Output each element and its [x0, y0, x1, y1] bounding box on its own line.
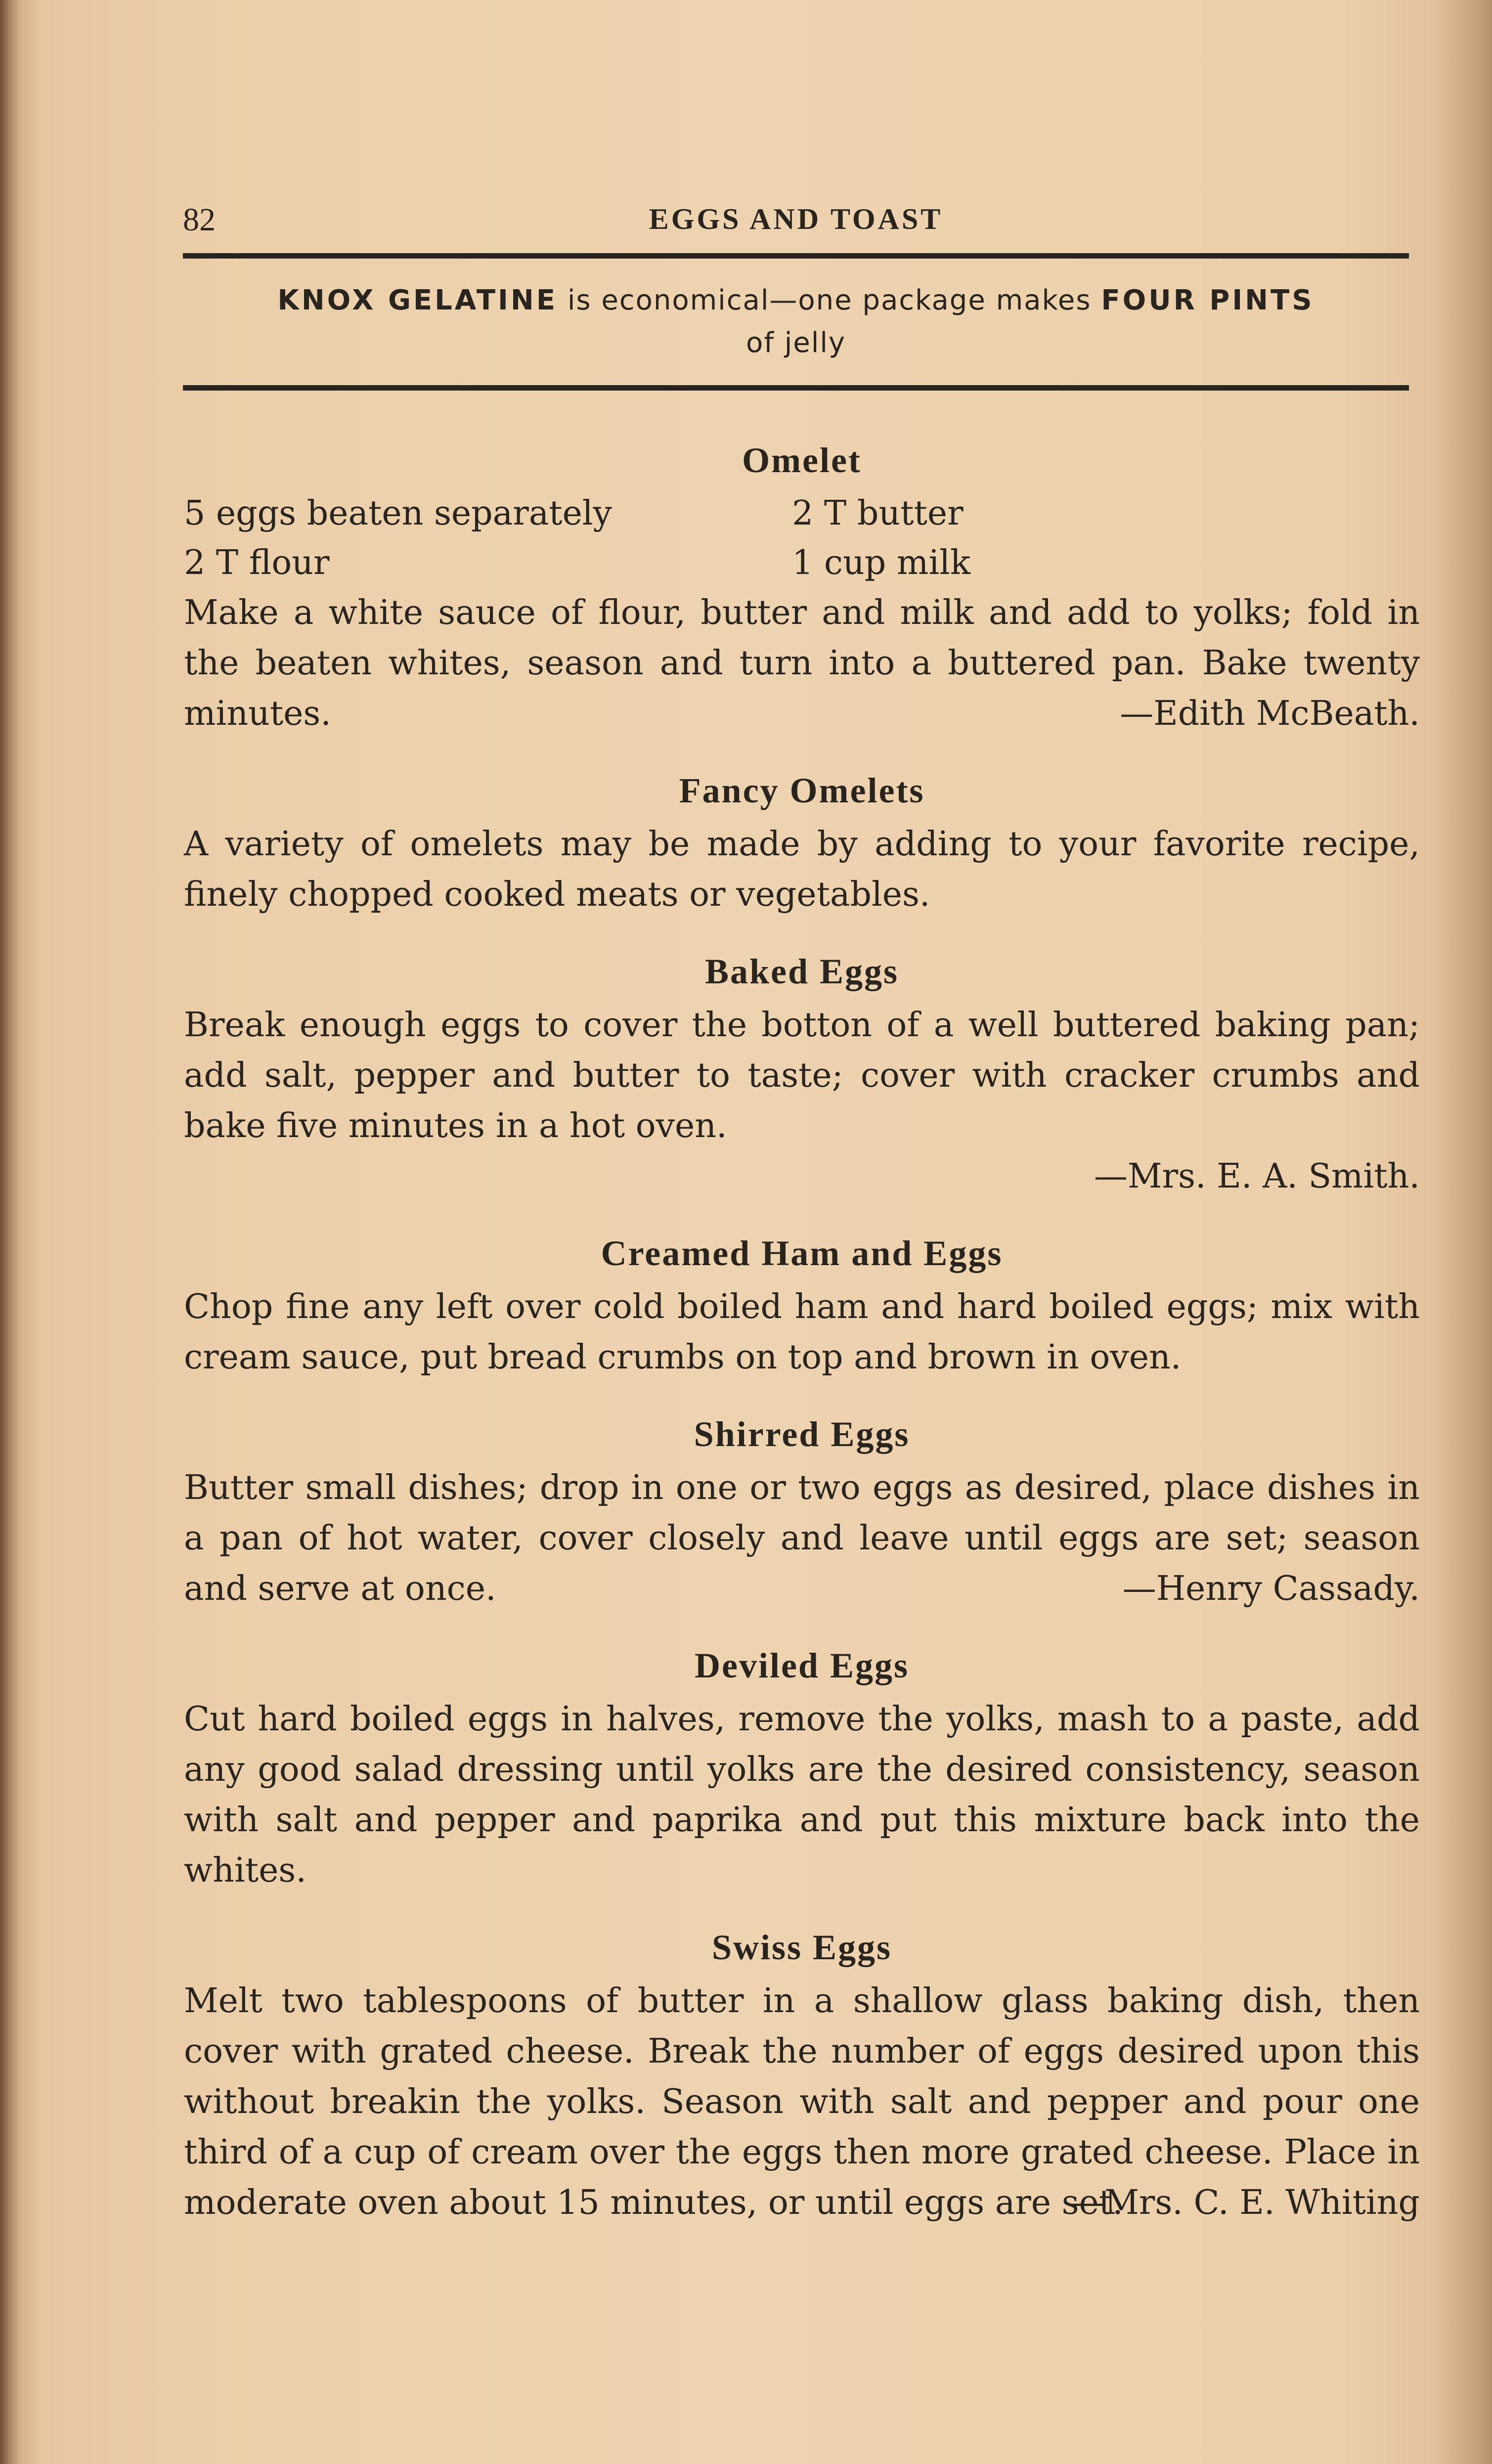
- notice-emphasis: FOUR PINTS: [1101, 284, 1315, 316]
- recipe-text: Butter small dishes; drop in one or two eggs as desired, place dishes in a pan of hot water, cover closely and leave until eggs are set; season and serve at once.: [184, 1468, 1420, 1608]
- recipe-text: Break enough eggs to cover the botton of a well buttered baking pan; add salt, pepper and butter to taste; cover with cracker crumbs and bake five minutes in a hot oven.: [184, 1006, 1420, 1145]
- recipe-attribution: —Mrs. E. A. Smith.: [1094, 1157, 1420, 1196]
- recipe-baked-eggs: [184, 949, 1420, 1202]
- top-rule: [183, 253, 1409, 259]
- recipe-content: [184, 438, 1420, 2257]
- notice-middle: is economical—one package makes: [558, 284, 1101, 316]
- recipe-swiss-eggs: [184, 1925, 1420, 2228]
- ingredient-row: [184, 538, 1420, 588]
- gelatine-notice: [208, 279, 1384, 364]
- ingredient: 2 T flour: [184, 543, 330, 582]
- notice-rule: [183, 385, 1409, 391]
- recipe-text: Cut hard boiled eggs in halves, remove the yolks, mash to a paste, add any good salad dressing until yolks are the desired consistency, season with salt and pepper and paprika and put this mixture back into the whites.: [184, 1700, 1420, 1890]
- recipe-attribution: —Henry Cassady.: [1122, 1569, 1420, 1608]
- recipe-creamed-ham: [184, 1231, 1420, 1383]
- page-number: 82: [183, 202, 216, 238]
- notice-tail: of jelly: [746, 327, 846, 359]
- recipe-title: Swiss Eggs: [711, 1928, 892, 1967]
- recipe-fancy-omelets: [184, 768, 1420, 920]
- recipe-shirred-eggs: [184, 1411, 1420, 1614]
- recipe-text: Chop fine any left over cold boiled ham and hard boiled eggs; mix with cream sauce, put bread crumbs on top and brown in oven.: [184, 1287, 1420, 1377]
- recipe-title: Omelet: [742, 440, 862, 480]
- page-header: [183, 195, 1409, 250]
- recipe-title: Deviled Eggs: [694, 1646, 909, 1685]
- recipe-title: Baked Eggs: [704, 952, 899, 991]
- ingredient-row: [184, 489, 1420, 538]
- recipe-text: Melt two tablespoons of butter in a shallow glass baking dish, then cover with grated cheese. Break the number of eggs desired upon this without breakin the yolks. Season with salt and pepper and pour one third of a cup of cream over the eggs then more grated cheese. Place in moderate oven about 15 minutes, or until eggs are set.: [184, 1981, 1420, 2222]
- recipe-title: Shirred Eggs: [694, 1414, 910, 1454]
- recipe-text: Make a white sauce of flour, butter and milk and add to yolks; fold in the beaten whites, season and turn into a buttered pan. Bake twenty minutes.: [184, 593, 1420, 733]
- ingredient: 2 T butter: [792, 494, 964, 533]
- recipe-text: A variety of omelets may be made by adding to your favorite recipe, finely chopped cooked meats or vegetables.: [184, 825, 1420, 914]
- recipe-attribution: —Edith McBeath.: [1120, 694, 1420, 733]
- running-head: EGGS AND TOAST: [649, 203, 943, 235]
- recipe-title: Creamed Ham and Eggs: [601, 1233, 1003, 1273]
- recipe-title: Fancy Omelets: [679, 771, 925, 810]
- recipe-deviled-eggs: [184, 1643, 1420, 1896]
- recipe-attribution: —Mrs. C. E. Whiting: [1071, 2183, 1420, 2222]
- ingredient: 1 cup milk: [792, 543, 971, 582]
- notice-brand: KNOX GELATINE: [277, 284, 558, 316]
- recipe-omelet: [184, 438, 1420, 739]
- ingredient: 5 eggs beaten separately: [184, 494, 612, 533]
